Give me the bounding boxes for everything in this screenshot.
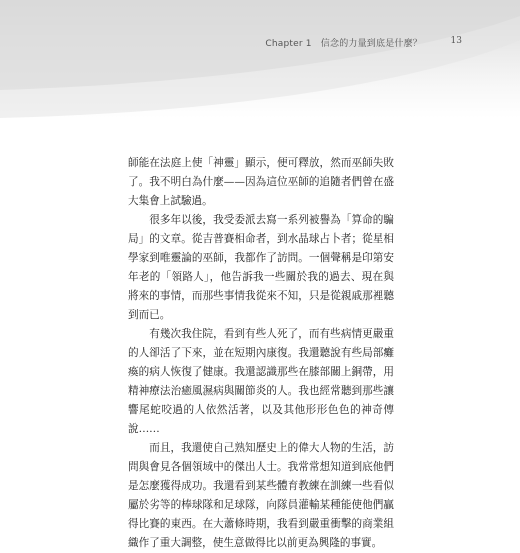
paragraph-3: 有幾次我住院，看到有些人死了，而有些病情更嚴重的人卻活了下來，並在短期內康復。我還聽說有些局部癱瘓的病人恢復了健康。我還認識那些在膝部關上銅帶，用精神療法治癒風濕病與關節炎的人。我也經常聽到那些讓響尾蛇咬過的人依然活著，以及其他形形色色的神奇傳說……	[128, 328, 394, 435]
running-head	[265, 36, 436, 49]
body-text	[128, 154, 394, 553]
chapter-title: 信念的力量到底是什麼？	[320, 39, 422, 49]
page-number: 13	[450, 36, 462, 46]
chapter-label: Chapter 1	[265, 39, 312, 49]
paragraph-1: 師能在法庭上使「神靈」顯示，便可釋放，然而巫師失敗了。我不明白為什麼——因為這位巫師的追隨者們曾在盛大集會上試驗過。	[128, 157, 394, 207]
paragraph-4: 而且，我還使自己熟知歷史上的偉大人物的生活，訪問與會見各個領域中的傑出人士。我常常想知道到底他們是怎麼獲得成功。我還看到某些體育教練在訓練一些看似屬於劣等的棒球隊和足球隊，向隊員灌輸某種能使他們贏得比賽的東西。在大蕭條時期，我看到嚴重衝擊的商業組織作了重大調整，使生意做得比以前更為興隆的事實。	[128, 442, 394, 549]
paragraph-2: 很多年以後，我受委派去寫一系列被譽為「算命的騙局」的文章。從吉普賽相命者，到水晶球占卜者；從星相學家到唯靈論的巫師，我都作了訪問。一個聲稱是印第安年老的「領路人」，他告訴我一些關於我的過去、現在與將來的事情，而那些事情我從來不知，只是從親戚那裡聽到而已。	[128, 214, 394, 321]
header-curve-decoration	[0, 0, 520, 118]
